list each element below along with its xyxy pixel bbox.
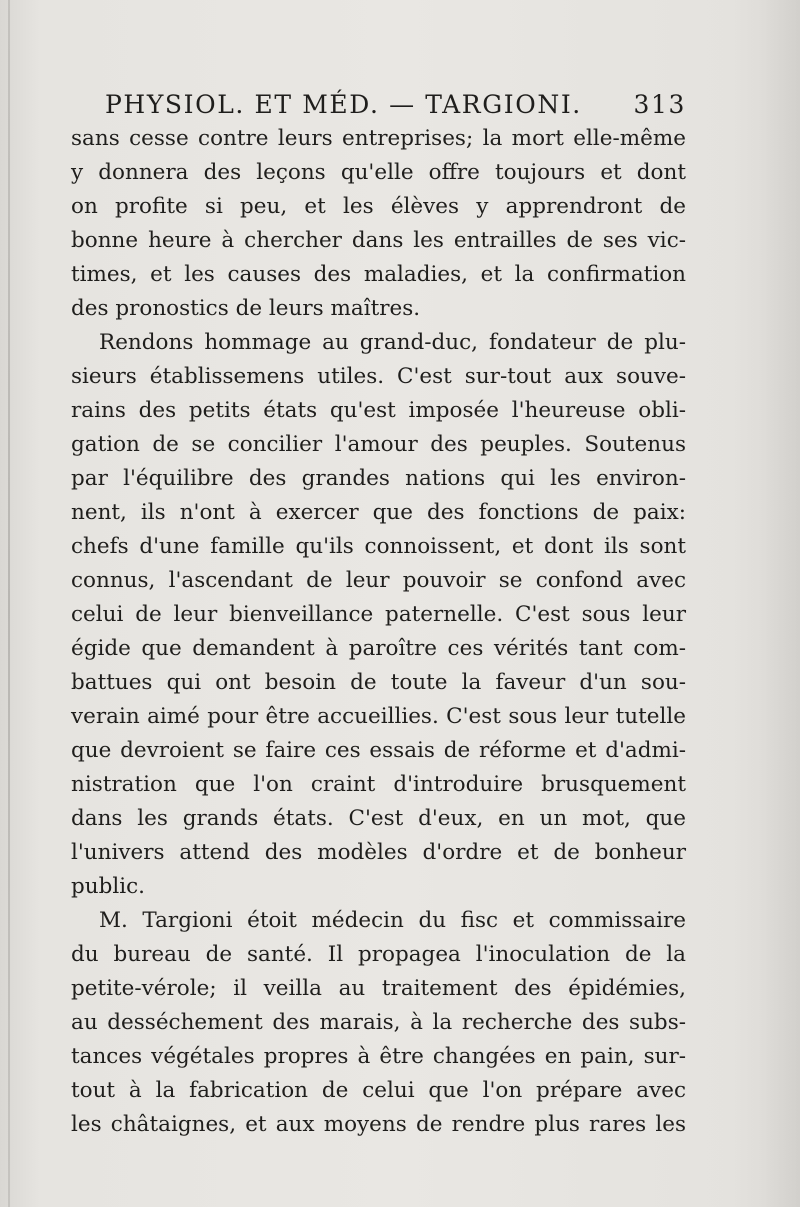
running-title: PHYSIOL. ET MÉD. — TARGIONI. — [105, 90, 582, 119]
page-shadow — [730, 0, 800, 1207]
paragraph — [71, 122, 686, 326]
text-line: battues qui ont besoin de toute la faveur d'un sou- — [71, 670, 686, 695]
text-line: celui de leur bienveillance paternelle. C'est sous leur — [71, 602, 686, 627]
text-line: chefs d'une famille qu'ils connoissent, et dont ils sont — [71, 534, 686, 559]
text-line: au desséchement des marais, à la recherche des subs- — [71, 1010, 686, 1035]
text-line: connus, l'ascendant de leur pouvoir se confond avec — [71, 568, 686, 593]
running-header — [105, 88, 686, 122]
text-line: par l'équilibre des grandes nations qui les environ- — [71, 466, 686, 491]
text-line: verain aimé pour être accueillies. C'est sous leur tutelle — [71, 704, 686, 729]
text-line: rains des petits états qu'est imposée l'heureuse obli- — [71, 398, 686, 423]
text-line: times, et les causes des maladies, et la confirmation — [71, 262, 686, 287]
paragraph — [71, 904, 686, 1142]
text-line: petite-vérole; il veilla au traitement des épidémies, — [71, 976, 686, 1001]
text-line: tout à la fabrication de celui que l'on prépare avec — [71, 1078, 686, 1103]
text-line: des pronostics de leurs maîtres. — [71, 296, 421, 321]
text-line: dans les grands états. C'est d'eux, en un mot, que — [71, 806, 686, 831]
text-line: nistration que l'on craint d'introduire brusquement — [71, 772, 686, 797]
text-line: du bureau de santé. Il propagea l'inoculation de la — [71, 942, 686, 967]
text-line: égide que demandent à paroître ces vérités tant com- — [71, 636, 686, 661]
text-line: on profite si peu, et les élèves y apprendront de — [71, 194, 686, 219]
text-line: public. — [71, 874, 146, 899]
text-block — [71, 88, 686, 1142]
page-number: 313 — [633, 90, 686, 119]
text-line: gation de se concilier l'amour des peuples. Soutenus — [71, 432, 686, 457]
text-line: l'univers attend des modèles d'ordre et de bonheur — [71, 840, 686, 865]
page-edge — [8, 0, 10, 1207]
text-line: Rendons hommage au grand-duc, fondateur de plu- — [99, 330, 686, 355]
text-line: bonne heure à chercher dans les entrailles de ses vic- — [71, 228, 686, 253]
text-line: M. Targioni étoit médecin du fisc et commissaire — [99, 908, 686, 933]
text-line: sieurs établissemens utiles. C'est sur-tout aux souve- — [71, 364, 686, 389]
text-line: que devroient se faire ces essais de réforme et d'admi- — [71, 738, 686, 763]
text-line: tances végétales propres à être changées en pain, sur- — [71, 1044, 686, 1069]
text-line: nent, ils n'ont à exercer que des fonctions de paix: — [71, 500, 686, 525]
text-line: sans cesse contre leurs entreprises; la mort elle-même — [71, 126, 686, 151]
text-line: y donnera des leçons qu'elle offre toujours et dont — [71, 160, 686, 185]
body-text — [71, 122, 686, 1142]
paragraph — [71, 326, 686, 904]
text-line: les châtaignes, et aux moyens de rendre plus rares les — [71, 1112, 686, 1137]
